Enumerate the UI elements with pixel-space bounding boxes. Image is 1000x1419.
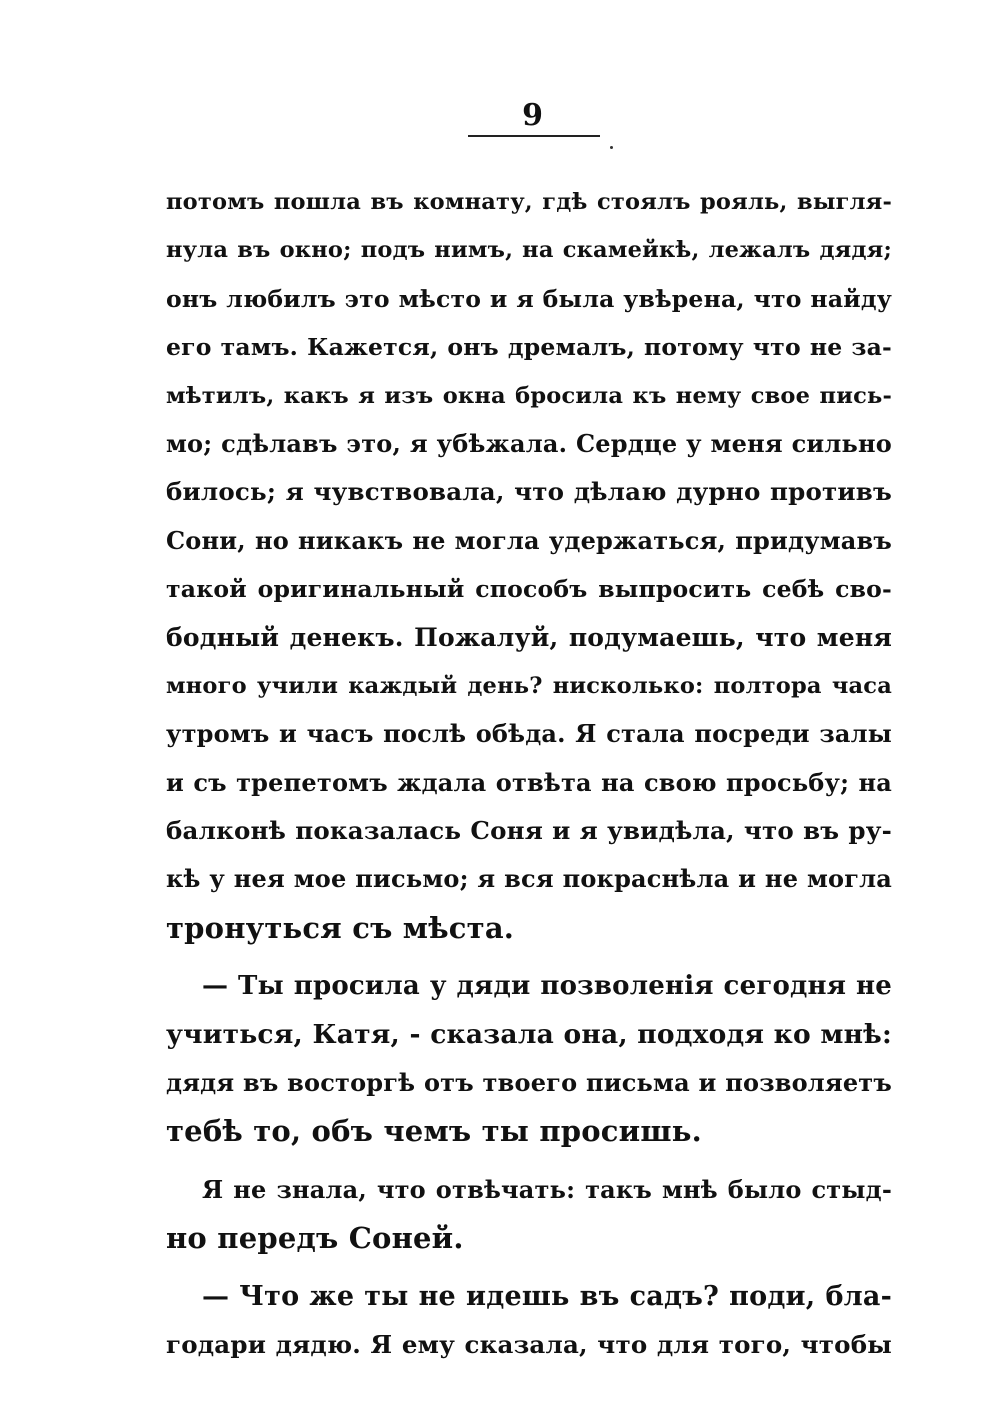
text-line: такой оригинальный способъ выпросить себѣ сво- — [166, 575, 892, 604]
text-line: онъ любилъ это мѣсто и я была увѣрена, что найду — [166, 284, 892, 313]
text-line: дядя въ восторгѣ отъ твоего письма и позволяетъ — [166, 1068, 892, 1098]
text-line: тебѣ то, объ чемъ ты просишь. — [166, 1114, 702, 1149]
text-line: билось; я чувствовала, что дѣлаю дурно противъ — [166, 477, 892, 507]
page-number: 9 — [522, 98, 543, 133]
text-line: потомъ пошла въ комнату, гдѣ стоялъ рояль, выгля- — [166, 189, 892, 215]
text-line: нула въ окно; подъ нимъ, на скамейкѣ, лежалъ дядя; — [166, 237, 892, 264]
text-line: много учили каждый день? нисколько: полтора часа — [166, 672, 892, 699]
paragraph-gap — [166, 1263, 892, 1273]
text-line: бодный денекъ. Пожалуй, подумаешь, что меня — [166, 622, 892, 652]
text-line: — Что же ты не идешь въ садъ? поди, бла- — [202, 1280, 892, 1312]
text-line: годари дядю. Я ему сказала, что для того, чтобы — [166, 1329, 892, 1359]
paragraph-gap — [166, 1156, 892, 1166]
text-line: Я не знала, что отвѣчать: такъ мнѣ было стыд- — [202, 1174, 892, 1204]
paragraph-gap — [166, 952, 892, 962]
header-rule-mark — [610, 146, 613, 149]
text-line: кѣ у нея мое письмо; я вся покраснѣла и не могла — [166, 864, 892, 894]
text-line: учиться, Катя, - сказала она, подходя ко мнѣ: — [166, 1018, 892, 1050]
text-line: мѣтилъ, какъ я изъ окна бросила къ нему свое пись- — [166, 382, 892, 409]
body-text — [166, 178, 892, 1369]
text-line: балконѣ показалась Соня и я увидѣла, что въ ру- — [166, 816, 892, 846]
text-line: его тамъ. Кажется, онъ дремалъ, потому что не за- — [166, 333, 892, 362]
text-line: и съ трепетомъ ждала отвѣта на свою просьбу; на — [166, 767, 892, 797]
text-line: но передъ Соней. — [166, 1221, 464, 1256]
text-line: — Ты просила у дяди позволенія сегодня не — [202, 971, 892, 1002]
text-line: мо; сдѣлавъ это, я убѣжала. Сердце у меня сильно — [166, 428, 892, 458]
text-line: утромъ и часъ послѣ обѣда. Я стала посреди залы — [166, 719, 892, 749]
text-line: Сони, но никакъ не могла удержаться, придумавъ — [166, 525, 892, 555]
header-rule — [468, 135, 600, 137]
text-line: тронуться съ мѣста. — [166, 910, 515, 945]
